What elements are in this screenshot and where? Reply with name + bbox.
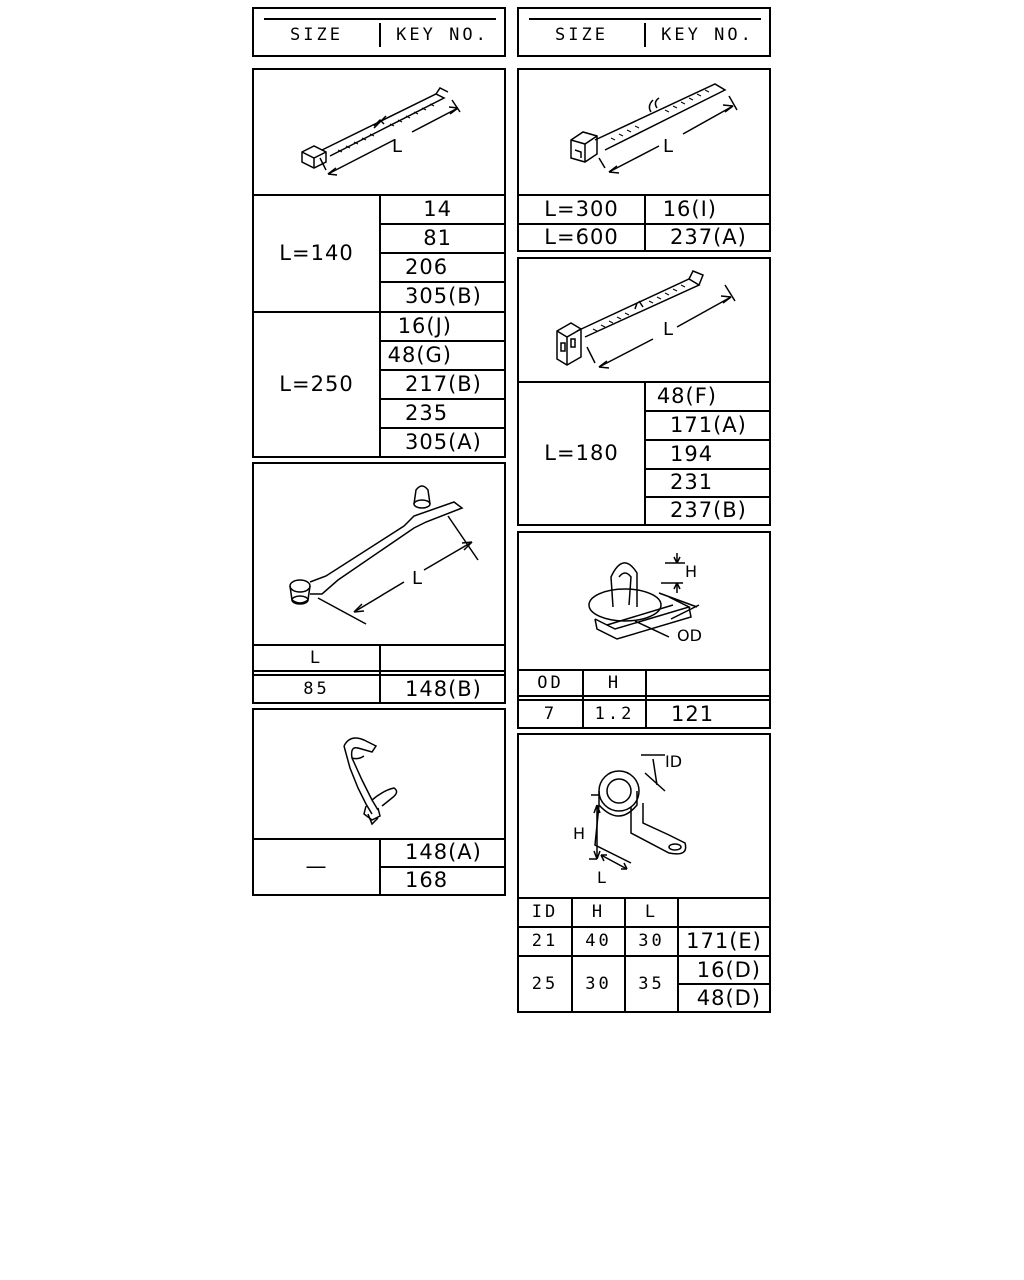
pipe-clamp-id-21: 21: [531, 931, 559, 951]
cable-tie-a-drawing: [254, 70, 504, 194]
key-171a: 171(A): [670, 412, 747, 437]
strap-l-85: 85: [303, 678, 330, 699]
cable-tie-c-drawing: [519, 259, 769, 381]
key-305b: 305(B): [405, 284, 482, 308]
panel-cable-tie-b: [517, 68, 771, 252]
pipe-clamp-id-25: 25: [531, 973, 559, 994]
pipe-clamp-drawing: [519, 735, 769, 897]
clip-drawing: [254, 710, 504, 838]
header-left-size: SIZE: [290, 25, 343, 45]
pipe-clamp-head-id: ID: [531, 902, 559, 922]
strap-drawing: [254, 464, 504, 644]
cable-tie-b-drawing: [519, 70, 769, 194]
pipe-clamp-h-40: 40: [585, 931, 612, 951]
key-194: 194: [670, 441, 714, 466]
push-clip-head-h: H: [607, 672, 622, 693]
key-305a: 305(A): [405, 429, 482, 454]
push-clip-h-12: 1.2: [594, 703, 635, 724]
key-206: 206: [405, 254, 449, 279]
header-left: [252, 7, 506, 57]
pipe-clamp-dim-id: ID: [665, 752, 683, 771]
push-clip-drawing: [519, 533, 769, 669]
panel-pipe-clamp: [517, 733, 771, 1013]
cable-tie-b-dim-label: L: [663, 136, 674, 157]
size-l600: L=600: [544, 224, 619, 249]
key-16j: 16(J): [397, 313, 452, 338]
key-168: 168: [405, 868, 449, 892]
pipe-clamp-dim-l: L: [597, 868, 606, 887]
panel-cable-tie-c: [517, 257, 771, 526]
clip-size: —: [305, 854, 328, 878]
key-217b: 217(B): [405, 371, 482, 396]
key-14: 14: [423, 196, 452, 221]
key-16i: 16(I): [662, 196, 717, 221]
pipe-clamp-head-h: H: [591, 902, 606, 922]
key-121: 121: [671, 701, 715, 726]
key-171e: 171(E): [686, 929, 762, 953]
key-48g: 48(G): [387, 342, 452, 367]
header-right: [517, 7, 771, 57]
key-16d: 16(D): [696, 957, 761, 982]
panel-clip: [252, 708, 506, 896]
push-clip-od-7: 7: [543, 703, 558, 724]
key-237a: 237(A): [670, 224, 747, 249]
key-235: 235: [405, 400, 449, 425]
key-148b: 148(B): [405, 676, 482, 701]
pipe-clamp-l-35: 35: [638, 973, 665, 994]
pipe-clamp-l-30: 30: [638, 931, 665, 951]
size-l140: L=140: [279, 240, 354, 265]
push-clip-head-od: OD: [537, 672, 564, 693]
panel-strap: [252, 462, 506, 704]
cable-tie-c-dim-label: L: [663, 319, 674, 340]
key-48d: 48(D): [696, 985, 761, 1010]
strap-dim-label: L: [412, 568, 423, 589]
cable-tie-a-dim-label: L: [392, 136, 403, 157]
key-237b: 237(B): [670, 498, 747, 522]
pipe-clamp-dim-h: H: [573, 824, 586, 843]
size-l250: L=250: [279, 371, 354, 396]
panel-push-clip: [517, 531, 771, 729]
key-148a: 148(A): [405, 840, 482, 864]
strap-head-l: L: [309, 647, 324, 668]
pipe-clamp-h-30: 30: [585, 973, 612, 994]
key-81: 81: [423, 225, 452, 250]
panel-cable-tie-a: [252, 68, 506, 458]
key-231: 231: [670, 470, 714, 494]
size-l180: L=180: [544, 440, 619, 465]
header-left-key-no: KEY NO.: [396, 25, 489, 45]
header-right-size: SIZE: [555, 25, 608, 45]
pipe-clamp-head-l: L: [644, 902, 659, 922]
key-48f: 48(F): [656, 383, 717, 408]
push-clip-dim-h: H: [685, 562, 698, 581]
push-clip-dim-od: OD: [677, 626, 702, 645]
size-l300: L=300: [544, 196, 619, 221]
header-right-key-no: KEY NO.: [661, 25, 754, 45]
